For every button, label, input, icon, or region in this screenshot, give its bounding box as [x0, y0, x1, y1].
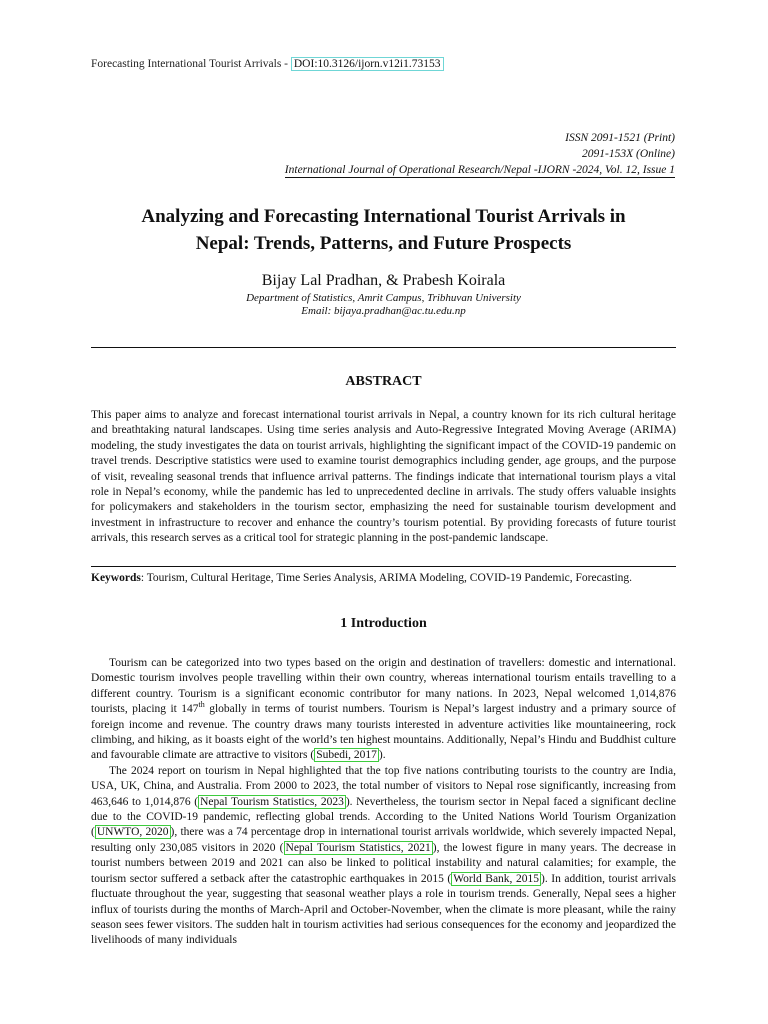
keywords-label: Keywords: [91, 572, 141, 584]
intro-p2-text-3: ), there was a 74 percentage drop in international tourist arrivals worldwide, which severely impacted Nepal, resulting only 230,085 visitors in 2020 (: [91, 826, 676, 854]
citation-nts-2023[interactable]: Nepal Tourism Statistics, 2023: [200, 795, 344, 808]
issn-print: ISSN 2091-1521 (Print): [565, 132, 675, 144]
intro-p2-text-5: ). In addition, tourist arrivals fluctuate throughout the year, suggesting that seasonal weather plays a role in tourism trends. Generally, Nepal sees a higher influx of tourists during the months of March-April and October-November, when the climate is more pleasant, while the rainy season sees fewer visitors. The sudden halt in tourism activities had serious consequences for the economy and jeopardized the livelihoods of many individuals: [91, 872, 676, 947]
intro-p1-text-2: globally in terms of tourist numbers. Tourism is Nepal’s largest industry and a primary source of foreign income and revenue. The country draws many tourists interested in adventure activities like mountaineering, rock climbing, and hiking, as it boasts eight of the world’s ten highest mountains. Additionally, Nepal’s Hindu and Buddhist culture and favourable climate are attractive to visitors (: [91, 703, 676, 762]
intro-heading: 1 Introduction: [340, 616, 427, 631]
rule-top: [91, 347, 676, 348]
ordinal-sup: th: [198, 700, 205, 710]
intro-p1-text: Tourism can be categorized into two types based on the origin and destination of travellers: domestic and international. Domestic tourism involves people travelling within their own country, whereas international tourism entails travelling to a different country. Tourism is a significant economic contributor for many nations. In 2023, Nepal welcomed 1,014,876 tourists, placing it 147: [91, 657, 676, 716]
intro-body: [91, 656, 676, 949]
authors: Bijay Lal Pradhan, & Prabesh Koirala: [261, 272, 506, 289]
intro-paragraph-1: [91, 656, 676, 764]
affiliation-dept: Department of Statistics, Amrit Campus, Tribhuvan University: [246, 292, 521, 304]
citation-nts-2021[interactable]: Nepal Tourism Statistics, 2021: [285, 841, 431, 854]
affiliation-email: Email: bijaya.pradhan@ac.tu.edu.np: [301, 305, 466, 317]
issn-online: 2091-153X (Online): [582, 148, 675, 160]
citation-world-bank[interactable]: World Bank, 2015: [453, 872, 539, 885]
citation-subedi[interactable]: Subedi, 2017: [316, 749, 377, 762]
title-line-1: Analyzing and Forecasting International Tourist Arrivals in: [141, 206, 626, 227]
intro-p1-text-3: ).: [378, 749, 386, 762]
running-head: [91, 58, 444, 70]
title-line-2: Nepal: Trends, Patterns, and Future Prospects: [195, 233, 572, 254]
keywords: [91, 571, 676, 586]
keywords-text: : Tourism, Cultural Heritage, Time Series Analysis, ARIMA Modeling, COVID-19 Pandemic, Forecasting.: [140, 572, 633, 584]
affiliation: [91, 292, 676, 318]
paper-title: [91, 203, 676, 257]
doi-link[interactable]: DOI:10.3126/ijorn.v12i1.73153: [291, 57, 444, 71]
running-head-text: Forecasting International Tourist Arrivals -: [91, 58, 291, 70]
journal-line: International Journal of Operational Research/Nepal -IJORN -2024, Vol. 12, Issue 1: [284, 164, 675, 176]
intro-p2-text-2: ). Nevertheless, the tourism sector in Nepal faced a significant decline due to the COVID-19 pandemic, reflecting global trends. According to the United Nations World Tourism Organization (: [91, 795, 676, 839]
abstract-body: This paper aims to analyze and forecast international tourist arrivals in Nepal, a country known for its rich cultural heritage and breathtaking natural landscapes. Using time series analysis and Auto-Regressive Integrated Moving Average (ARIMA) modeling, the study investigates the data on tourist arrivals, highlighting the significant impact of the COVID-19 pandemic on travel trends. Descriptive statistics were used to examine tourist demographics including gender, age groups, and the purpose of visit, revealing seasonal trends that influence arrival patterns. The findings indicate that international tourism plays a vital role in Nepal’s economy, while the pandemic has led to unprecedented decline in arrivals. The study offers valuable insights for policymakers and stakeholders in the tourism sector, emphasizing the need for sustainable tourism development and investment in infrastructure to recover and enhance the country’s tourism potential. By providing forecasts of future tourist arrivals, this research serves as a critical tool for strategic planning in the post-pandemic landscape.: [91, 409, 676, 545]
intro-p2-text-4: ), the lowest figure in many years. The decrease in tourist numbers between 2019 and 2021 can also be linked to political instability and natural calamities; for example, the tourism sector suffered a setback after the catastrophic earthquakes in 2015 (: [91, 841, 677, 885]
intro-p2-text: The 2024 report on tourism in Nepal highlighted that the top five nations contributing tourists to the country are India, USA, UK, China, and Australia. From 2000 to 2023, the total number of visitors to Nepal rose significantly, increasing from 463,646 to 1,014,876 (: [91, 764, 676, 808]
abstract-heading: ABSTRACT: [345, 374, 422, 389]
rule-mid: [91, 566, 676, 567]
issn-block: [285, 130, 675, 178]
citation-unwto[interactable]: UNWTO, 2020: [96, 826, 169, 839]
intro-paragraph-2: [91, 764, 676, 949]
